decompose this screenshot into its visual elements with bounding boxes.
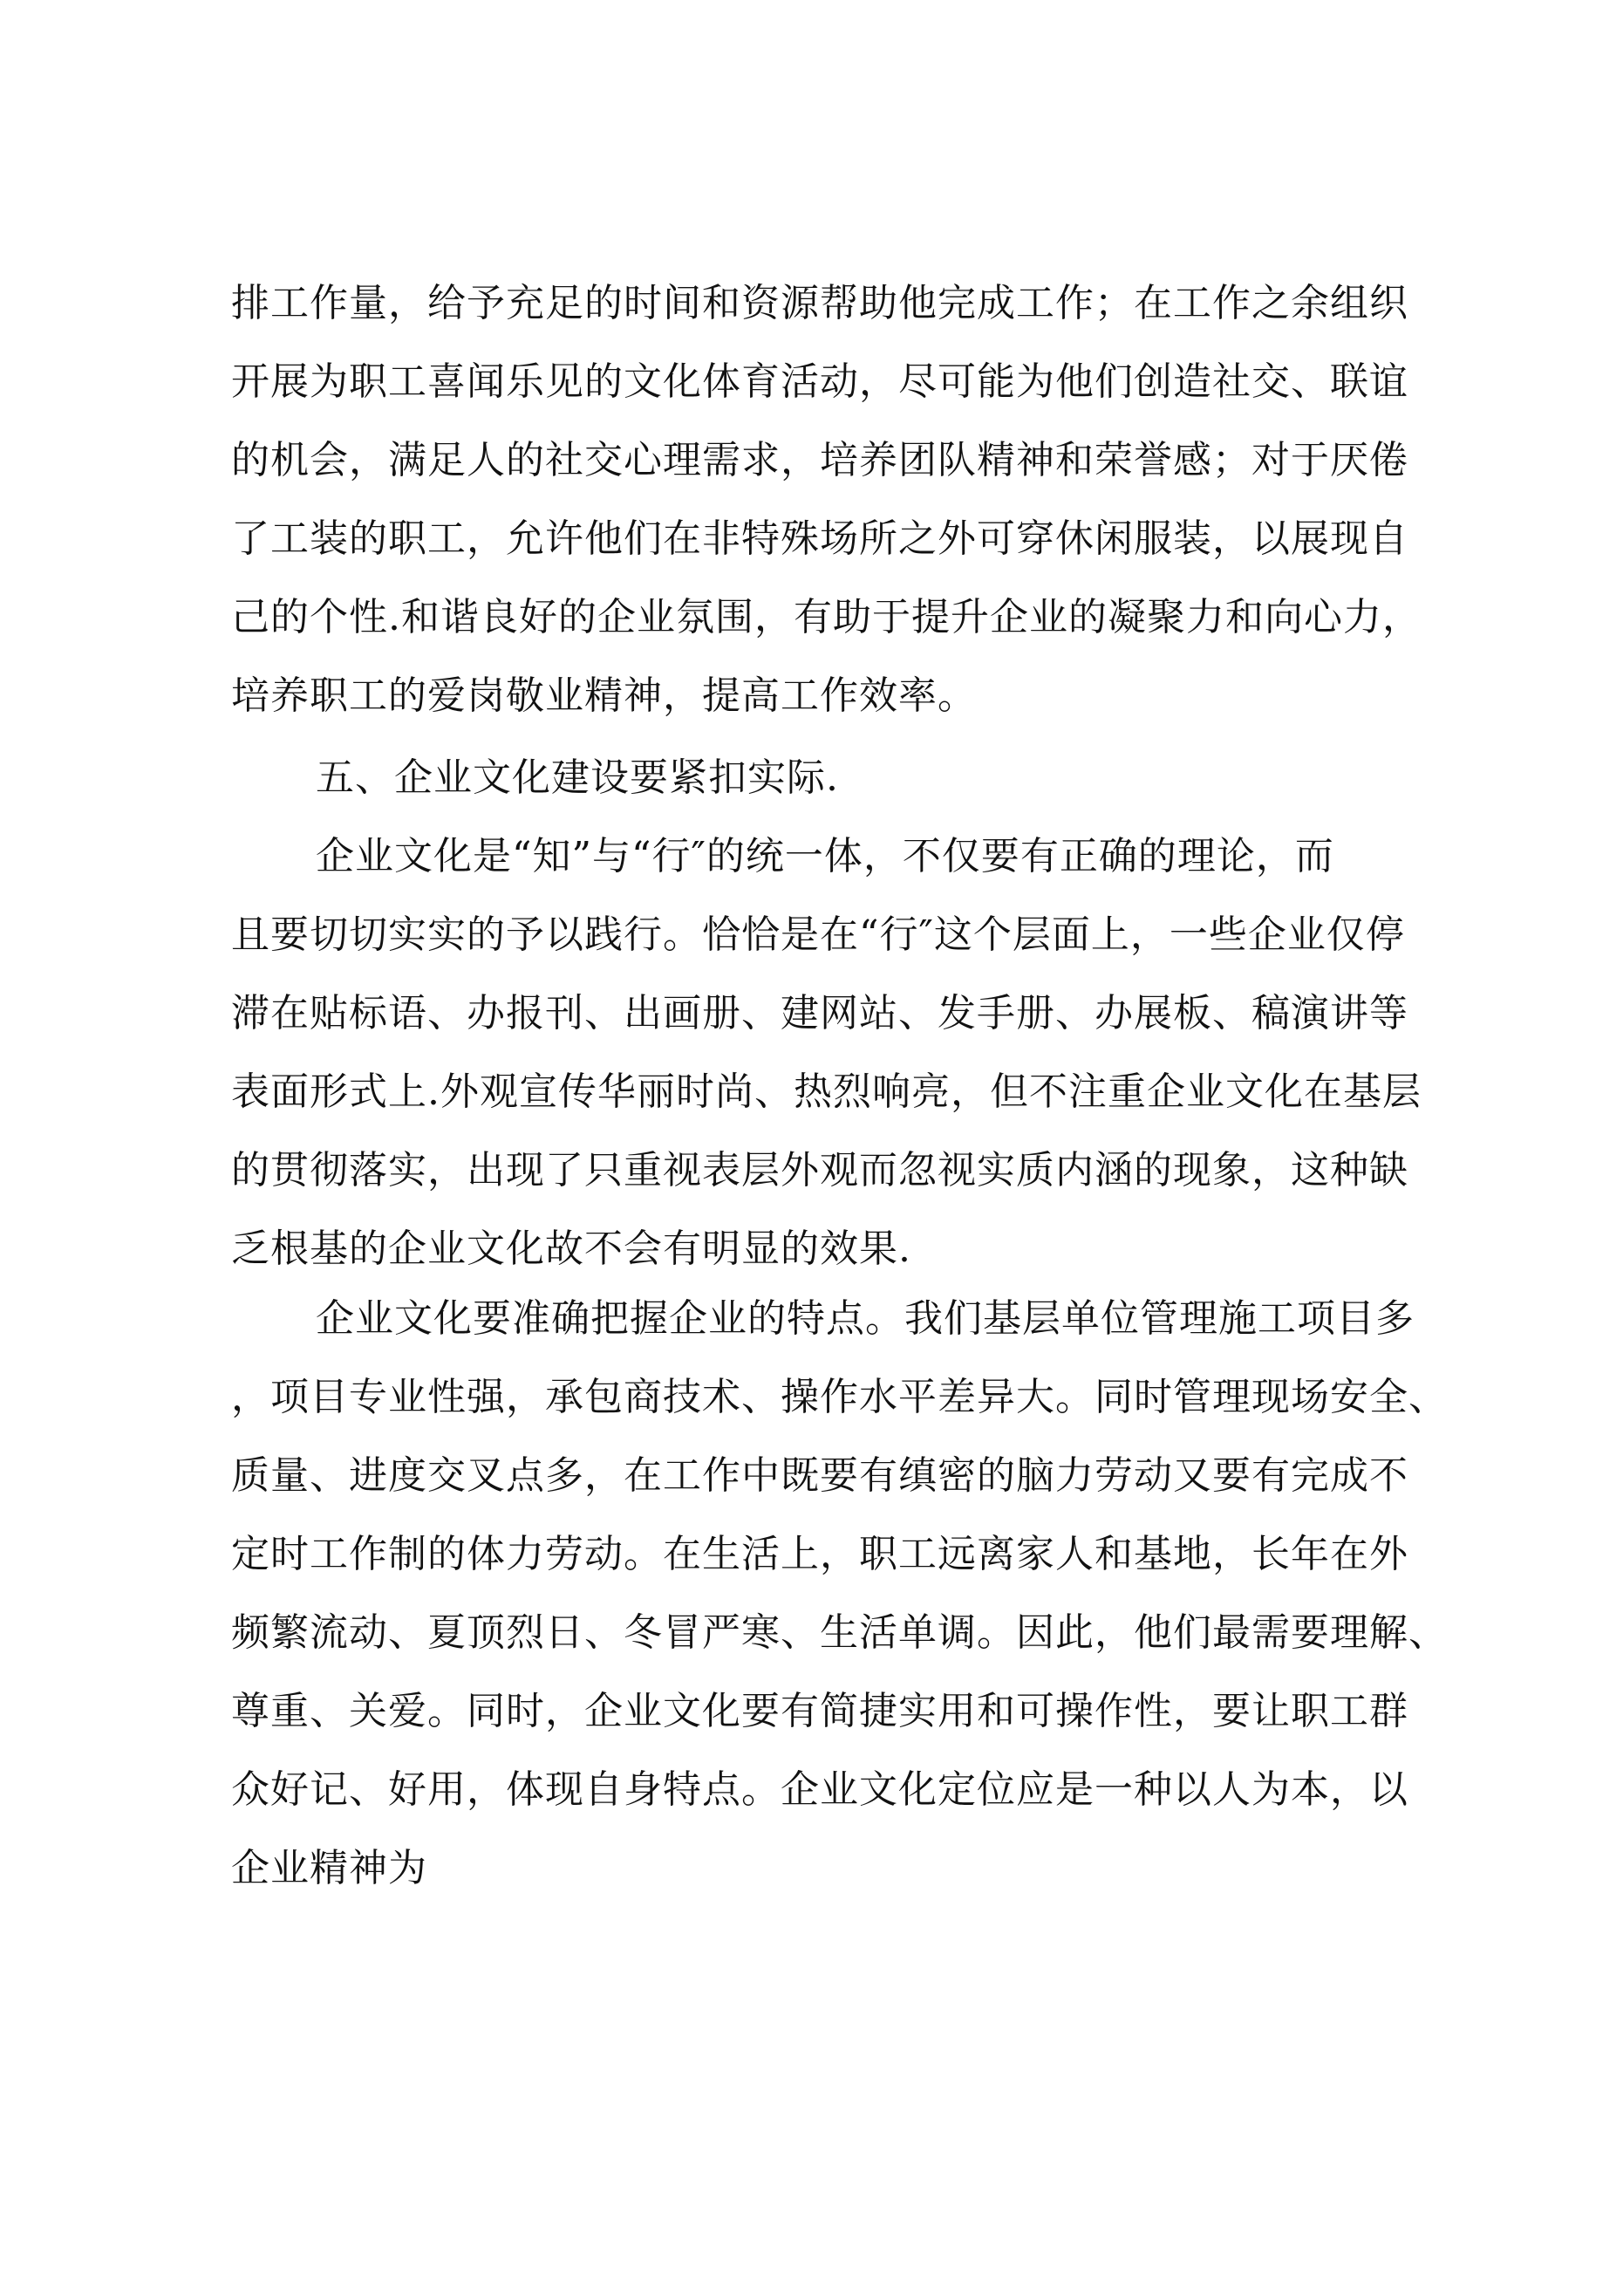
text-line: 的机会，满足人的社交心理需求，培养团队精神和荣誉感；对于厌倦: [231, 438, 1408, 482]
text-line: 尊重、关爱。同时，企业文化要有简捷实用和可操作性，要让职工群: [231, 1689, 1408, 1733]
text-line: 己的个性.和谐良好的企业氛围，有助于提升企业的凝聚力和向心力，: [231, 595, 1422, 639]
text-line: 表面形式上.外观宣传华丽时尚、热烈响亮，但不注重企业文化在基层: [231, 1069, 1422, 1114]
text-line: 了工装的职工，允许他们在非特殊场所之外可穿休闲服装，以展现自: [231, 516, 1408, 561]
text-line: 众好记、好用，体现自身特点。企业文化定位应是一种以人为本，以: [231, 1767, 1408, 1812]
text-line: 排工作量，给予充足的时间和资源帮助他完成工作；在工作之余组织: [231, 281, 1408, 325]
section-heading: 五、企业文化建设要紧扣实际.: [316, 755, 839, 800]
text-line: 开展为职工喜闻乐见的文化体育活动，尽可能为他们创造社交、联谊: [231, 359, 1408, 404]
text-line: 企业精神为: [231, 1846, 427, 1890]
text-line: 频繁流动、夏顶烈日、冬冒严寒、生活单调。因此，他们最需要理解、: [231, 1610, 1448, 1655]
text-line: 的贯彻落实，出现了只重视表层外观而忽视实质内涵的现象，这种缺: [231, 1148, 1408, 1192]
text-line: ，项目专业性强，承包商技术、操作水平差异大。同时管理现场安全、: [231, 1375, 1448, 1419]
text-line: 定时工作制的体力劳动。在生活上，职工远离家人和基地，长年在外: [231, 1532, 1408, 1576]
text-line: 乏根基的企业文化故不会有明显的效果.: [231, 1227, 911, 1271]
text-line: 企业文化要准确把握企业的特点。我们基层单位管理施工项目多: [316, 1296, 1415, 1341]
text-line: 培养职工的爱岗敬业精神，提高工作效率。: [231, 673, 977, 718]
text-line: 且要切切实实的予以践行。恰恰是在“行″这个层面上，一些企业仅停: [231, 912, 1405, 957]
text-line: 质量、进度交叉点多，在工作中既要有缜密的脑力劳动又要有完成不: [231, 1453, 1408, 1498]
text-line: 企业文化是“知”与“行″的统一体，不仅要有正确的理论，而: [316, 834, 1334, 878]
text-line: 滞在贴标语、办报刊、出画册、建网站、发手册、办展板、稿演讲等: [231, 991, 1408, 1035]
